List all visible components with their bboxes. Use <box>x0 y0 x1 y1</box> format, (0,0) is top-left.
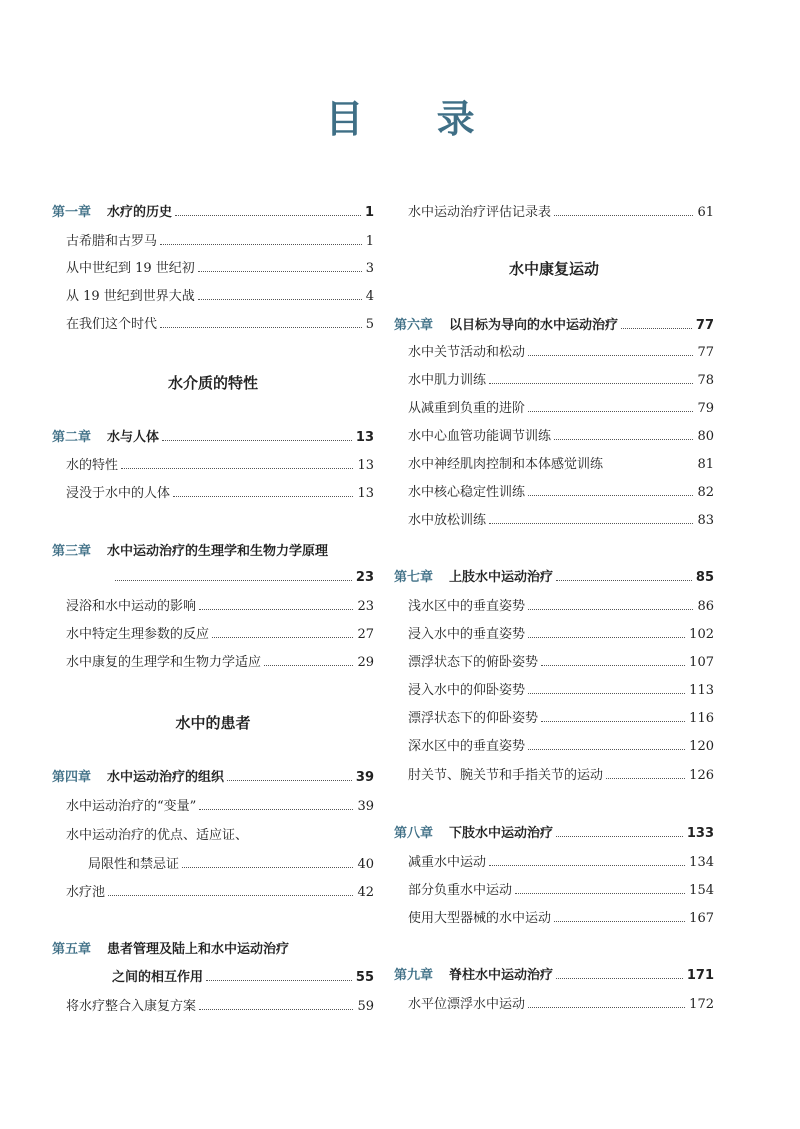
toc-item[interactable] <box>394 371 714 391</box>
page-number: 82 <box>697 485 714 500</box>
item-title: 深水区中的垂直姿势 <box>408 739 526 754</box>
toc-item[interactable] <box>394 427 714 447</box>
page-number: 86 <box>697 599 714 614</box>
toc-chapter-5-continued[interactable] <box>52 968 374 988</box>
dot-leader <box>554 215 693 216</box>
toc-item[interactable] <box>394 511 714 531</box>
section-heading: 水介质的特性 <box>167 374 258 392</box>
page-number: 77 <box>697 345 714 360</box>
dot-leader <box>606 467 687 468</box>
page-number: 77 <box>695 318 714 333</box>
chapter-title: 以目标为导向的水中运动治疗 <box>449 318 619 333</box>
item-title: 漂浮状态下的仰卧姿势 <box>408 711 539 726</box>
item-title: 使用大型器械的水中运动 <box>408 911 552 926</box>
toc-item[interactable] <box>394 343 714 363</box>
toc-item[interactable] <box>394 653 714 673</box>
item-title: 从中世纪到 19 世纪初 <box>66 261 195 276</box>
dot-leader <box>554 921 685 922</box>
item-title: 浸浴和水中运动的影响 <box>66 599 197 614</box>
chapter-number: 第五章 <box>52 942 92 957</box>
item-title: 水中放松训练 <box>408 513 487 528</box>
page-number: 83 <box>697 513 714 528</box>
item-title: 水中肌力训练 <box>408 373 487 388</box>
chapter-number: 第六章 <box>394 318 434 333</box>
item-title: 部分负重水中运动 <box>408 883 513 898</box>
toc-chapter-7[interactable] <box>394 568 714 588</box>
page-number: 102 <box>689 627 714 642</box>
toc-item[interactable] <box>394 399 714 419</box>
item-title: 水中心血管功能调节训练 <box>408 429 552 444</box>
toc-item[interactable] <box>394 909 714 929</box>
toc-item[interactable] <box>52 232 374 252</box>
page-number: 79 <box>697 401 714 416</box>
dot-leader <box>528 411 693 412</box>
dot-leader <box>175 215 361 216</box>
section-heading: 水中的患者 <box>175 714 251 732</box>
chapter-number: 第四章 <box>52 770 92 785</box>
dot-leader <box>556 978 683 979</box>
page-number: 40 <box>357 857 374 872</box>
page-number: 154 <box>689 883 714 898</box>
chapter-number: 第一章 <box>52 205 92 220</box>
toc-item[interactable] <box>52 315 374 335</box>
toc-item[interactable] <box>394 455 714 475</box>
toc-item[interactable] <box>52 484 374 504</box>
dot-leader <box>160 327 362 328</box>
dot-leader <box>606 778 685 779</box>
dot-leader <box>198 299 362 300</box>
page-number: 42 <box>357 885 374 900</box>
page-number: 78 <box>697 373 714 388</box>
page-number: 113 <box>689 683 714 698</box>
page-number: 80 <box>697 429 714 444</box>
page-number: 167 <box>689 911 714 926</box>
toc-item[interactable] <box>394 681 714 701</box>
item-title: 局限性和禁忌证 <box>88 857 180 872</box>
chapter-title: 水中运动治疗的生理学和生物力学原理 <box>107 544 329 559</box>
chapter-title: 脊柱水中运动治疗 <box>449 968 554 983</box>
dot-leader <box>556 836 683 837</box>
page-number: 39 <box>357 799 374 814</box>
toc-chapter-3-continued[interactable] <box>52 568 374 588</box>
dot-leader <box>541 721 685 722</box>
chapter-title: 水疗的历史 <box>107 205 173 220</box>
dot-leader <box>528 637 685 638</box>
toc-item-continued[interactable] <box>52 855 374 875</box>
page-number: 59 <box>357 999 374 1014</box>
page-number: 39 <box>355 770 374 785</box>
page-number: 134 <box>689 855 714 870</box>
dot-leader <box>528 749 685 750</box>
page-number: 1 <box>365 234 374 249</box>
dot-leader <box>108 895 353 896</box>
toc-item[interactable] <box>52 597 374 617</box>
item-title: 水中康复的生理学和生物力学适应 <box>66 655 262 670</box>
toc-item[interactable] <box>394 709 714 729</box>
dot-leader <box>198 271 362 272</box>
page-number: 23 <box>355 570 374 585</box>
chapter-title: 患者管理及陆上和水中运动治疗 <box>107 942 290 957</box>
toc-chapter-8[interactable] <box>394 824 714 844</box>
page-number: 133 <box>686 826 714 841</box>
toc-item[interactable] <box>52 883 374 903</box>
page-number: 126 <box>689 768 714 783</box>
page-number: 81 <box>697 457 714 472</box>
page-number: 3 <box>365 261 374 276</box>
dot-leader <box>528 495 693 496</box>
page-number: 23 <box>357 599 374 614</box>
page-number: 85 <box>695 570 714 585</box>
dot-leader <box>173 496 353 497</box>
dot-leader <box>227 780 352 781</box>
item-title: 水中运动治疗的优点、适应证、 <box>66 828 249 843</box>
dot-leader <box>528 1007 685 1008</box>
toc-item[interactable] <box>52 826 374 846</box>
item-title: 漂浮状态下的俯卧姿势 <box>408 655 539 670</box>
page-number: 13 <box>357 458 374 473</box>
dot-leader <box>212 637 353 638</box>
dot-leader <box>556 580 692 581</box>
chapter-number: 第七章 <box>394 570 434 585</box>
toc-item[interactable] <box>52 653 374 673</box>
page-title: 目 录 <box>325 97 505 141</box>
item-title: 水疗池 <box>66 885 106 900</box>
dot-leader <box>160 244 362 245</box>
page-number: 5 <box>365 317 374 332</box>
chapter-number: 第九章 <box>394 968 434 983</box>
dot-leader <box>115 580 352 581</box>
chapter-title: 水与人体 <box>107 430 160 445</box>
item-title: 浸入水中的仰卧姿势 <box>408 683 526 698</box>
page-number: 55 <box>355 970 374 985</box>
item-title: 水中运动治疗评估记录表 <box>408 205 552 220</box>
page-number: 4 <box>365 289 374 304</box>
toc-item[interactable] <box>394 766 714 786</box>
chapter-title-continued: 之间的相互作用 <box>112 970 204 985</box>
toc-chapter-2[interactable] <box>52 428 374 448</box>
dot-leader <box>528 609 693 610</box>
item-title: 水中神经肌肉控制和本体感觉训练 <box>408 457 604 472</box>
item-title: 从减重到负重的进阶 <box>408 401 526 416</box>
item-title: 水中运动治疗的“变量” <box>66 799 197 814</box>
dot-leader <box>121 468 353 469</box>
chapter-number: 第二章 <box>52 430 92 445</box>
page-number: 13 <box>355 430 374 445</box>
chapter-title: 上肢水中运动治疗 <box>449 570 554 585</box>
toc-item[interactable] <box>394 737 714 757</box>
toc-chapter-9[interactable] <box>394 966 714 986</box>
toc-item[interactable] <box>52 997 374 1017</box>
dot-leader <box>541 665 685 666</box>
toc-item[interactable] <box>52 287 374 307</box>
dot-leader <box>489 523 693 524</box>
toc-item[interactable] <box>394 625 714 645</box>
page-number: 107 <box>689 655 714 670</box>
toc-item[interactable] <box>394 203 714 223</box>
page-number: 116 <box>689 711 714 726</box>
item-title: 浅水区中的垂直姿势 <box>408 599 526 614</box>
dot-leader <box>199 809 353 810</box>
toc-item[interactable] <box>394 995 714 1015</box>
dot-leader <box>162 440 352 441</box>
dot-leader <box>528 693 685 694</box>
item-title: 水中核心稳定性训练 <box>408 485 526 500</box>
page-number: 13 <box>357 486 374 501</box>
page-number: 1 <box>364 205 374 220</box>
dot-leader <box>206 980 352 981</box>
item-title: 肘关节、腕关节和手指关节的运动 <box>408 768 604 783</box>
item-title: 水中关节活动和松动 <box>408 345 526 360</box>
dot-leader <box>554 439 693 440</box>
section-heading: 水中康复运动 <box>508 260 599 278</box>
dot-leader <box>264 665 353 666</box>
toc-item[interactable] <box>394 853 714 873</box>
page-number: 27 <box>357 627 374 642</box>
page-number: 171 <box>686 968 714 983</box>
item-title: 水的特性 <box>66 458 119 473</box>
item-title: 浸没于水中的人体 <box>66 486 171 501</box>
toc-item[interactable] <box>52 456 374 476</box>
toc-chapter-5[interactable] <box>52 940 374 960</box>
dot-leader <box>528 355 693 356</box>
item-title: 减重水中运动 <box>408 855 487 870</box>
toc-item[interactable] <box>52 797 374 817</box>
dot-leader <box>621 328 692 329</box>
page-number: 172 <box>689 997 714 1012</box>
toc-item[interactable] <box>52 259 374 279</box>
toc-item[interactable] <box>394 597 714 617</box>
item-title: 水平位漂浮水中运动 <box>408 997 526 1012</box>
dot-leader <box>182 867 353 868</box>
toc-chapter-1[interactable] <box>52 203 374 223</box>
toc-item[interactable] <box>394 881 714 901</box>
item-title: 从 19 世纪到世界大战 <box>66 289 195 304</box>
dot-leader <box>489 383 693 384</box>
page-number: 61 <box>697 205 714 220</box>
item-title: 在我们这个时代 <box>66 317 158 332</box>
toc-chapter-4[interactable] <box>52 768 374 788</box>
chapter-number: 第八章 <box>394 826 434 841</box>
page-number: 120 <box>689 739 714 754</box>
dot-leader <box>489 865 685 866</box>
dot-leader <box>199 609 353 610</box>
toc-item[interactable] <box>394 483 714 503</box>
chapter-title: 下肢水中运动治疗 <box>449 826 554 841</box>
dot-leader <box>199 1009 353 1010</box>
dot-leader <box>515 893 685 894</box>
item-title: 浸入水中的垂直姿势 <box>408 627 526 642</box>
toc-item[interactable] <box>52 625 374 645</box>
toc-chapter-3[interactable] <box>52 542 374 562</box>
page-number: 29 <box>357 655 374 670</box>
item-title: 将水疗整合入康复方案 <box>66 999 197 1014</box>
toc-chapter-6[interactable] <box>394 316 714 336</box>
item-title: 古希腊和古罗马 <box>66 234 158 249</box>
item-title: 水中特定生理参数的反应 <box>66 627 210 642</box>
chapter-title: 水中运动治疗的组织 <box>107 770 225 785</box>
chapter-number: 第三章 <box>52 544 92 559</box>
